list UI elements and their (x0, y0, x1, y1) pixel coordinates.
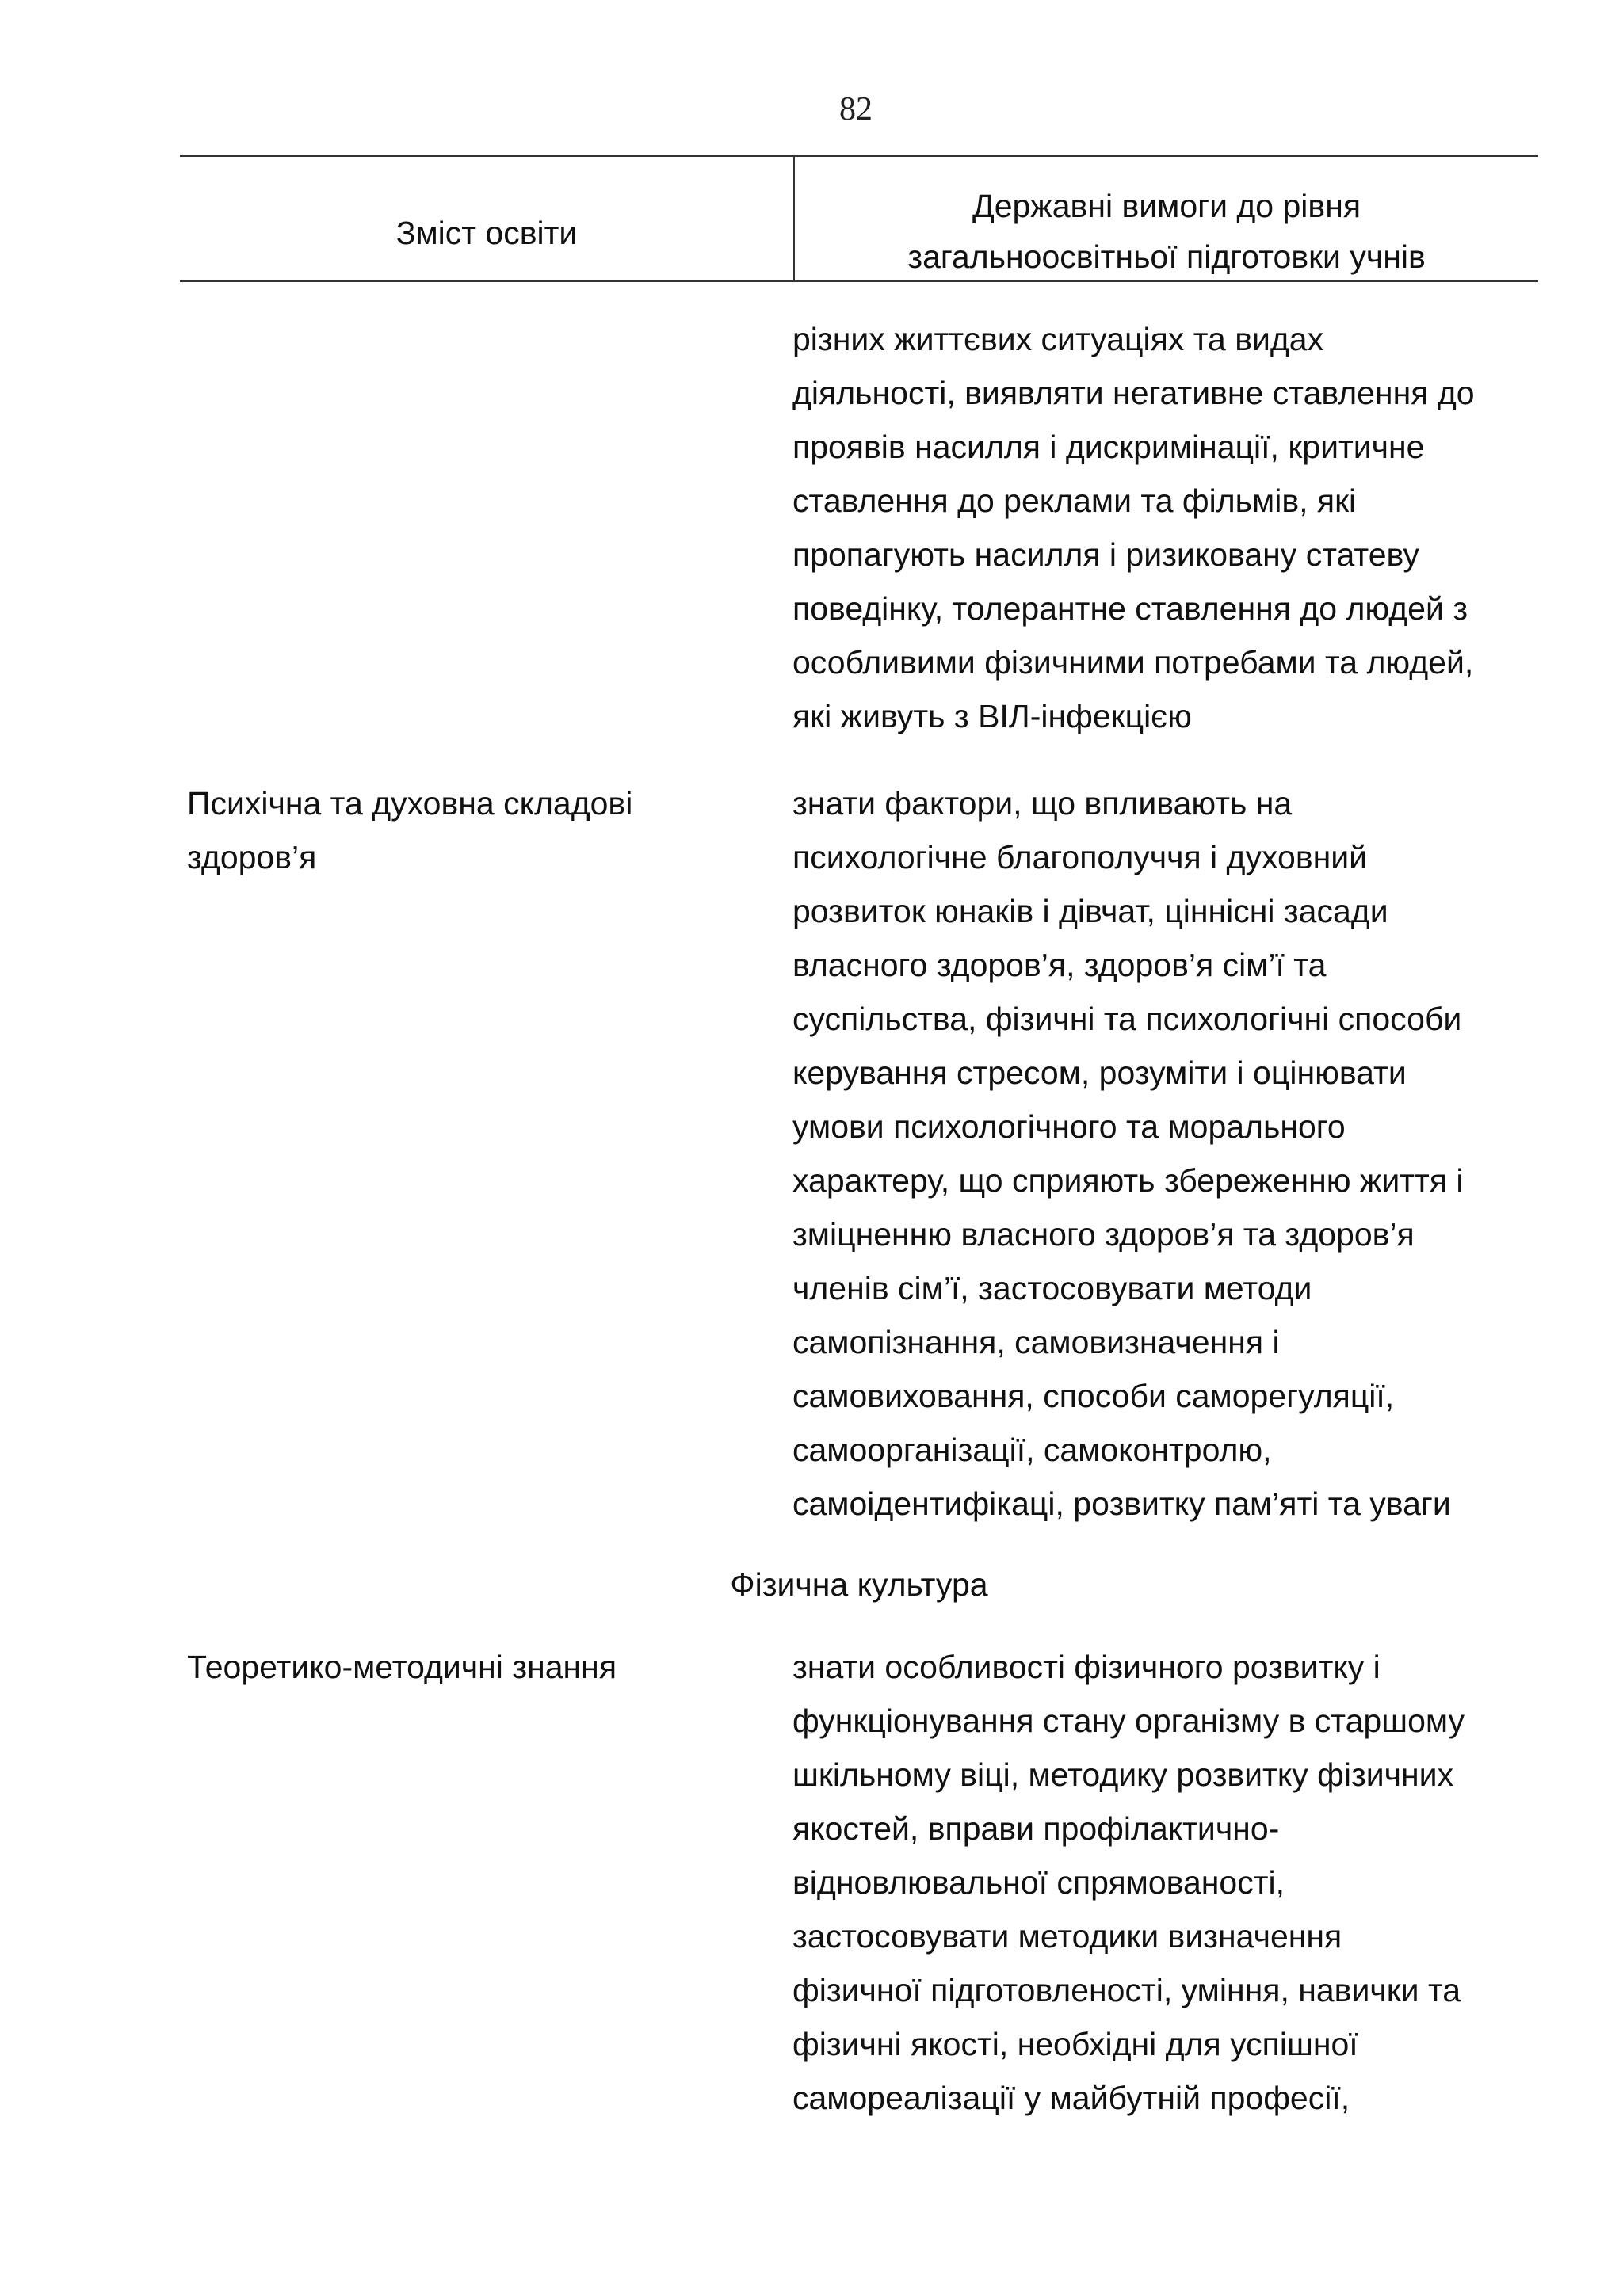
row-2-requirements (792, 776, 1553, 1531)
page-number: 82 (839, 91, 873, 128)
text-line: психологічне благополуччя і духовний (792, 839, 1368, 875)
text-line: зміцненню власного здоров’я та здоров’я (792, 1216, 1415, 1253)
text-line: якостей, вправи профілактично- (792, 1810, 1280, 1847)
text-line: різних життєвих ситуаціях та видах (792, 321, 1324, 357)
table-header-right (795, 181, 1538, 282)
text-line: ставлення до реклами та фільмів, які (792, 482, 1357, 519)
text-line: які живуть з ВІЛ-інфекцією (792, 698, 1192, 734)
table-header-right-line: Державні вимоги до рівня (972, 188, 1361, 224)
text-line: здоров’я (187, 839, 317, 875)
text-line: шкільному віці, методику розвитку фізичних (792, 1756, 1454, 1793)
row-1-requirements (792, 312, 1553, 743)
text-line: поведінку, толерантне ставлення до людей з (792, 590, 1468, 627)
text-line: членів сім’ї, застосовувати методи (792, 1270, 1312, 1306)
text-line: знати фактори, що впливають на (792, 785, 1293, 822)
text-line: самопізнання, самовизначення і (792, 1324, 1280, 1360)
text-line: самовиховання, способи саморегуляції, (792, 1378, 1395, 1414)
text-line: функціонування стану організму в старшому (792, 1703, 1465, 1739)
text-line: фізичні якості, необхідні для успішної (792, 2026, 1358, 2062)
text-line: знати особливості фізичного розвитку і (792, 1649, 1381, 1685)
table-header-right-line: загальноосвітньої підготовки учнів (907, 238, 1426, 275)
text-line: відновлювальної спрямованості, (792, 1864, 1285, 1901)
text-line: проявів насилля і дискримінації, критичне (792, 429, 1425, 465)
text-line: пропагують насилля і ризиковану статеву (792, 536, 1419, 573)
text-line: особливими фізичними потребами та людей, (792, 644, 1474, 681)
text-line: характеру, що сприяють збереженню життя і (792, 1162, 1464, 1199)
text-line: керування стресом, розуміти і оцінювати (792, 1055, 1407, 1091)
text-line: фізичної підготовленості, уміння, навички та (792, 1972, 1461, 2008)
text-line: умови психологічного та морального (792, 1108, 1346, 1145)
row-3-content (187, 1640, 773, 1694)
row-2-content (187, 776, 773, 884)
text-line: самоорганізації, самоконтролю, (792, 1432, 1272, 1468)
row-3-requirements (792, 1640, 1553, 2125)
table-top-rule (180, 155, 1538, 157)
table-header-left: Зміст освіти (395, 215, 578, 251)
text-line: суспільства, фізичні та психологічні способи (792, 1001, 1462, 1037)
text-line: самоідентифікаці, розвитку пам’яті та уваги (792, 1486, 1451, 1522)
text-line: діяльності, виявляти негативне ставлення до (792, 375, 1475, 411)
text-line: розвиток юнаків і дівчат, ціннісні засади (792, 893, 1388, 929)
section-title: Фізична культура (730, 1566, 988, 1603)
text-line: власного здоров’я, здоров’я сім’ї та (792, 947, 1327, 983)
text-line: Психічна та духовна складові (187, 785, 633, 822)
text-line: самореалізації у майбутній професії, (792, 2080, 1350, 2116)
text-line: застосовувати методики визначення (792, 1918, 1342, 1955)
text-line: Теоретико-методичні знання (187, 1649, 617, 1685)
